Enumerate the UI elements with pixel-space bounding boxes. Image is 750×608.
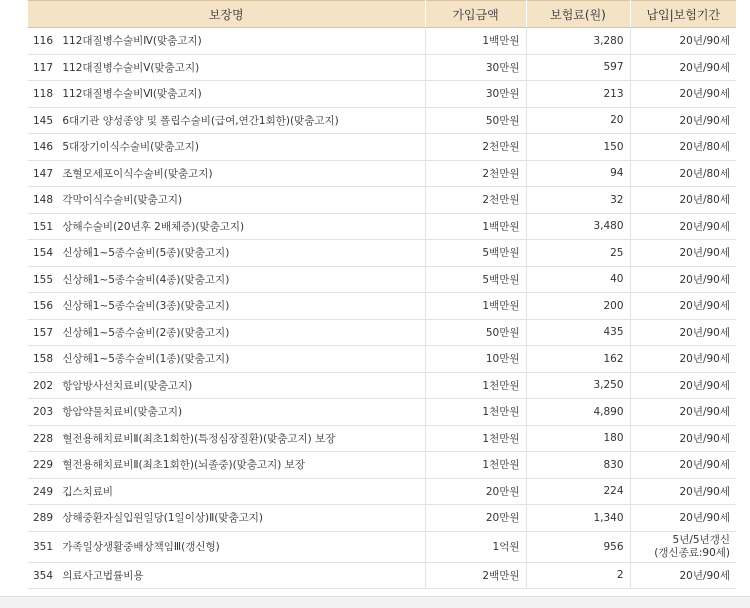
coverage-code: 228 xyxy=(33,432,54,445)
table-row xyxy=(28,240,736,267)
amount-cell: 30만원 xyxy=(425,81,526,108)
period-cell: 20년/80세 xyxy=(630,187,736,214)
coverage-name: 조혈모세포이식수술비(맞춤고지) xyxy=(62,167,213,180)
coverage-code: 145 xyxy=(33,114,54,127)
table-row xyxy=(28,372,736,399)
amount-cell: 2천만원 xyxy=(425,134,526,161)
column-header-amount: 가입금액 xyxy=(425,1,526,28)
period-cell: 20년/90세 xyxy=(630,346,736,373)
coverage-name: 신상해1~5종수술비(2종)(맞춤고지) xyxy=(62,326,230,339)
table-row xyxy=(28,505,736,532)
period-cell: 20년/90세 xyxy=(630,319,736,346)
amount-cell: 5백만원 xyxy=(425,240,526,267)
amount-cell: 1천만원 xyxy=(425,452,526,479)
coverage-name: 6대기관 양성종양 및 폴립수술비(급여,연간1회한)(맞춤고지) xyxy=(62,114,339,127)
period-cell: 20년/90세 xyxy=(630,452,736,479)
coverage-table xyxy=(28,0,736,589)
table-row xyxy=(28,81,736,108)
period-cell: 20년/90세 xyxy=(630,399,736,426)
coverage-name: 상해중환자실입원일당(1일이상)Ⅱ(맞춤고지) xyxy=(62,512,264,525)
coverage-name: 각막이식수술비(맞춤고지) xyxy=(62,194,183,207)
premium-cell: 224 xyxy=(526,478,630,505)
premium-cell: 597 xyxy=(526,54,630,81)
coverage-name-cell xyxy=(28,372,425,399)
coverage-name-cell xyxy=(28,81,425,108)
coverage-code: 289 xyxy=(33,512,54,525)
premium-cell: 150 xyxy=(526,134,630,161)
coverage-code: 158 xyxy=(33,353,54,366)
table-body xyxy=(28,28,736,589)
coverage-code: 148 xyxy=(33,194,54,207)
premium-cell: 25 xyxy=(526,240,630,267)
table-row xyxy=(28,562,736,589)
coverage-code: 249 xyxy=(33,485,54,498)
period-cell: 20년/90세 xyxy=(630,478,736,505)
coverage-name: 가족일상생활중배상책임Ⅲ(갱신형) xyxy=(62,541,220,553)
premium-cell: 200 xyxy=(526,293,630,320)
table-header xyxy=(28,1,736,28)
period-cell: 20년/80세 xyxy=(630,134,736,161)
coverage-table-container xyxy=(28,0,736,589)
amount-cell: 2천만원 xyxy=(425,160,526,187)
period-cell: 20년/90세 xyxy=(630,240,736,267)
period-cell: 20년/90세 xyxy=(630,28,736,55)
coverage-code: 202 xyxy=(33,379,54,392)
coverage-name: 112대질병수술비Ⅳ(맞춤고지) xyxy=(62,35,202,48)
premium-cell: 830 xyxy=(526,452,630,479)
coverage-code: 351 xyxy=(33,541,54,553)
coverage-name-cell xyxy=(28,28,425,55)
column-header-name: 보장명 xyxy=(28,1,425,28)
coverage-name-cell xyxy=(28,531,425,562)
period-cell xyxy=(630,531,736,562)
amount-cell: 5백만원 xyxy=(425,266,526,293)
column-header-premium: 보험료(원) xyxy=(526,1,630,28)
coverage-code: 147 xyxy=(33,167,54,180)
coverage-name-cell xyxy=(28,213,425,240)
amount-cell: 30만원 xyxy=(425,54,526,81)
period-cell: 20년/90세 xyxy=(630,505,736,532)
coverage-name: 항암방사선치료비(맞춤고지) xyxy=(62,379,193,392)
amount-cell: 1백만원 xyxy=(425,28,526,55)
table-row xyxy=(28,531,736,562)
renewal-end-text: (갱신종료:90세) xyxy=(654,546,730,559)
amount-cell: 1백만원 xyxy=(425,213,526,240)
premium-cell: 94 xyxy=(526,160,630,187)
table-row xyxy=(28,134,736,161)
premium-cell: 956 xyxy=(526,531,630,562)
table-row xyxy=(28,452,736,479)
amount-cell: 1천만원 xyxy=(425,372,526,399)
coverage-name-cell xyxy=(28,266,425,293)
coverage-name: 상해수술비(20년후 2배체증)(맞춤고지) xyxy=(62,220,245,233)
premium-cell: 3,480 xyxy=(526,213,630,240)
period-cell: 20년/90세 xyxy=(630,81,736,108)
premium-cell: 4,890 xyxy=(526,399,630,426)
amount-cell: 1천만원 xyxy=(425,425,526,452)
coverage-name: 항암약물치료비(맞춤고지) xyxy=(62,406,183,419)
amount-cell: 2백만원 xyxy=(425,562,526,589)
amount-cell: 20만원 xyxy=(425,478,526,505)
coverage-code: 116 xyxy=(33,35,54,48)
amount-cell: 1천만원 xyxy=(425,399,526,426)
amount-cell: 1백만원 xyxy=(425,293,526,320)
coverage-code: 203 xyxy=(33,406,54,419)
coverage-code: 354 xyxy=(33,569,54,582)
table-row xyxy=(28,266,736,293)
table-row xyxy=(28,28,736,55)
coverage-code: 156 xyxy=(33,300,54,313)
premium-cell: 3,280 xyxy=(526,28,630,55)
column-header-period: 납입|보험기간 xyxy=(630,1,736,28)
period-cell: 20년/90세 xyxy=(630,54,736,81)
coverage-name: 혈전용해치료비Ⅱ(최초1회한)(뇌졸중)(맞춤고지) 보장 xyxy=(62,459,305,472)
period-cell: 20년/90세 xyxy=(630,562,736,589)
coverage-code: 154 xyxy=(33,247,54,260)
coverage-name: 112대질병수술비Ⅴ(맞춤고지) xyxy=(62,61,200,74)
coverage-name: 의료사고법률비용 xyxy=(62,569,144,582)
coverage-name-cell xyxy=(28,240,425,267)
coverage-code: 151 xyxy=(33,220,54,233)
coverage-name-cell xyxy=(28,293,425,320)
coverage-name-cell xyxy=(28,134,425,161)
page-bottom-strip xyxy=(0,596,750,608)
table-row xyxy=(28,160,736,187)
period-text: 5년/5년갱신 xyxy=(672,533,730,546)
coverage-code: 118 xyxy=(33,88,54,101)
coverage-name: 신상해1~5종수술비(3종)(맞춤고지) xyxy=(62,300,230,313)
amount-cell: 2천만원 xyxy=(425,187,526,214)
coverage-name: 신상해1~5종수술비(4종)(맞춤고지) xyxy=(62,273,230,286)
coverage-name: 혈전용해치료비Ⅱ(최초1회한)(특정심장질환)(맞춤고지) 보장 xyxy=(62,432,336,445)
period-cell: 20년/90세 xyxy=(630,213,736,240)
amount-cell: 50만원 xyxy=(425,319,526,346)
coverage-name-cell xyxy=(28,399,425,426)
table-row xyxy=(28,187,736,214)
premium-cell: 162 xyxy=(526,346,630,373)
table-row xyxy=(28,319,736,346)
period-cell: 20년/80세 xyxy=(630,160,736,187)
period-cell: 20년/90세 xyxy=(630,293,736,320)
coverage-code: 157 xyxy=(33,326,54,339)
coverage-name-cell xyxy=(28,425,425,452)
coverage-code: 117 xyxy=(33,61,54,74)
table-row xyxy=(28,399,736,426)
coverage-name-cell xyxy=(28,107,425,134)
premium-cell: 32 xyxy=(526,187,630,214)
amount-cell: 1억원 xyxy=(425,531,526,562)
table-row xyxy=(28,478,736,505)
premium-cell: 20 xyxy=(526,107,630,134)
coverage-name-cell xyxy=(28,505,425,532)
amount-cell: 20만원 xyxy=(425,505,526,532)
coverage-name: 5대장기이식수술비(맞춤고지) xyxy=(62,141,199,154)
period-cell: 20년/90세 xyxy=(630,425,736,452)
amount-cell: 10만원 xyxy=(425,346,526,373)
coverage-name-cell xyxy=(28,452,425,479)
period-cell: 20년/90세 xyxy=(630,266,736,293)
table-row xyxy=(28,107,736,134)
table-row xyxy=(28,213,736,240)
period-cell: 20년/90세 xyxy=(630,372,736,399)
premium-cell: 40 xyxy=(526,266,630,293)
coverage-name: 신상해1~5종수술비(5종)(맞춤고지) xyxy=(62,247,230,260)
table-row xyxy=(28,54,736,81)
amount-cell: 50만원 xyxy=(425,107,526,134)
header-row xyxy=(28,1,736,28)
coverage-name: 신상해1~5종수술비(1종)(맞춤고지) xyxy=(62,353,230,366)
period-cell: 20년/90세 xyxy=(630,107,736,134)
table-row xyxy=(28,346,736,373)
premium-cell: 213 xyxy=(526,81,630,108)
coverage-name-cell xyxy=(28,346,425,373)
coverage-name-cell xyxy=(28,54,425,81)
coverage-name-cell xyxy=(28,478,425,505)
coverage-name-cell xyxy=(28,187,425,214)
premium-cell: 435 xyxy=(526,319,630,346)
coverage-code: 155 xyxy=(33,273,54,286)
premium-cell: 180 xyxy=(526,425,630,452)
coverage-code: 229 xyxy=(33,459,54,472)
coverage-name-cell xyxy=(28,319,425,346)
premium-cell: 3,250 xyxy=(526,372,630,399)
coverage-code: 146 xyxy=(33,141,54,154)
premium-cell: 2 xyxy=(526,562,630,589)
table-row xyxy=(28,293,736,320)
premium-cell: 1,340 xyxy=(526,505,630,532)
coverage-name-cell xyxy=(28,562,425,589)
coverage-name: 112대질병수술비Ⅵ(맞춤고지) xyxy=(62,88,202,101)
coverage-name-cell xyxy=(28,160,425,187)
table-row xyxy=(28,425,736,452)
coverage-name: 깁스치료비 xyxy=(62,485,114,498)
